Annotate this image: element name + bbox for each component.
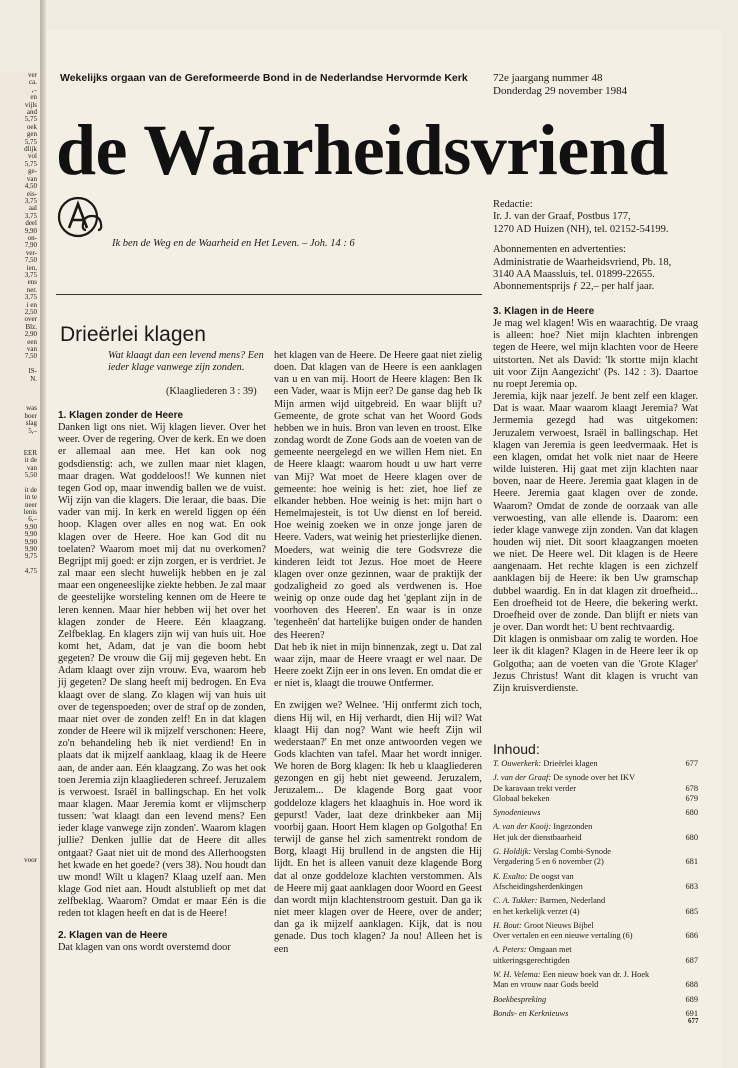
- strip-fragment: aal: [28, 204, 37, 213]
- strip-fragment: in te: [24, 493, 37, 502]
- strip-fragment: [0, 746, 40, 753]
- toc-page-number: 689: [685, 994, 698, 1004]
- toc-page-number: 678: [685, 783, 698, 793]
- strip-fragment: [0, 598, 40, 605]
- toc-entry[interactable]: [493, 808, 698, 818]
- strip-fragment: ens: [27, 278, 37, 287]
- issue-info: [493, 72, 627, 97]
- strip-fragment: boer: [24, 411, 37, 420]
- strip-fragment: [0, 813, 40, 820]
- column-2-text-b: En zwijgen we? Welnee. 'Hij ontfermt zich toch, diens Hij wil, en Hij verhardt, dien Hij wil? Wat klaagt Hij dan nog? Want wie heeft Zijn wil wederstaan?' En met onze antwoorden vegen we Gods klachten van tafel. Maar het wordt inniger. We horen de Borg klagen: Ik heb u klaagliederen gezongen en gij hebt niet geweend. Jeruzalem, Jeruzalem... De klagende Borg gaat voor goddeloze klagers het klaaghuis in. Hoe word ik gepurst! Vader, laat deze drinkbeker aan Mij voorbij gaan. Hoort Hem klagen op Golgotha! En terwijl de ganse hel zich samentrekt rondom de Borg, klaagt Hij brullend in de angsten die Hij lijdt. En het is alleen vanuit deze klagende Borg dat al onze goddeloze klachten verstommen. Als de Heere mij gaat aanklagen door Woord en Geest dan wordt mijn klachtenstroom gestuit. Dan ga ik niet meer klagen over de Heere, over de ander; dan ga ik mijzelf aanklagen. Kijk, dat is nou genade. Dus toch klagen? Ja nou! Alleen het is een: [274, 700, 482, 955]
- strip-fragment: [0, 687, 40, 694]
- strip-fragment: [0, 724, 40, 731]
- editorial-line: 1270 AD Huizen (NH), tel. 02152-54199.: [493, 223, 669, 235]
- strip-fragment: [0, 435, 40, 442]
- strip-fragment: vijls: [24, 100, 37, 109]
- strip-fragment: [0, 731, 40, 738]
- toc-page-number: 680: [685, 832, 698, 842]
- strip-fragment: 3,75: [24, 270, 37, 279]
- toc-line: [493, 773, 698, 783]
- strip-fragment: oek: [26, 122, 37, 131]
- strip-fragment: [0, 790, 40, 797]
- toc-line: [493, 794, 698, 804]
- toc-line-text: A. van der Kooij: Ingezonden: [493, 822, 593, 832]
- section-heading-3: 3. Klagen in de Heere: [493, 306, 595, 317]
- strip-fragment: [0, 627, 40, 634]
- strip-fragment: [0, 650, 40, 657]
- toc-line: [493, 896, 698, 906]
- strip-fragment: [0, 590, 40, 597]
- strip-fragment: [0, 672, 40, 679]
- editorial-line: Redactie:: [493, 199, 533, 210]
- toc-line: [493, 882, 698, 892]
- strip-fragment: [0, 635, 40, 642]
- strip-fragment: [0, 768, 40, 775]
- strip-fragment: 7,50: [24, 352, 37, 361]
- editorial-line: Ir. J. van der Graaf, Postbus 177,: [493, 211, 631, 223]
- toc-entry[interactable]: [493, 921, 698, 942]
- toc-line: [493, 970, 698, 980]
- strip-fragment: N.: [30, 374, 37, 383]
- article-column-1: [58, 410, 266, 954]
- header-divider: [56, 294, 482, 295]
- strip-fragment: van: [26, 174, 37, 183]
- strip-fragment: dlijk: [24, 145, 37, 154]
- strip-fragment: over: [24, 315, 37, 324]
- strip-fragment: 7,50: [24, 256, 37, 265]
- strip-fragment: [0, 753, 40, 760]
- column-2-text-a: het klagen van de Heere. De Heere gaat niet zielig doen. Dat klagen van de Heere is een aanklagen van u en van mij. Hoort de Heere klagen: Ben Ik een Vader, waar is Mijn eer? De ganse dag heb Ik Mijn armen wijd uitgebreid. En waar blijft u? Gemeente, de grote schat van het Woord Gods hebben we in huis. Bron van leven en troost. Elke zondag wordt de Zone Gods aan de voeten van de gemeente neergelegd en we willen Hem niet. En de Heere klaagt: waarom houdt u uw hart verre van Mij? Wat moet de Heere klagen over de gemeente: hoe weinig is het: ziet, hoe lief ze elkander hebben. Hoe weinig is het: mijn hart o Hemelmajesteit, is tot Uw dienst en lof bereid. Hoe weinig zoeken we in onze jonge jaren de Heere. Vaders, wat weinig het priesterlijke dienen. Moeders, wat weinig die tere Godsvreze die kinderen leidt tot Jezus. Hoe moet de Heere klagen over onze gezinnen, waar de praktijk der godzaligheid zo goed als verdwenen is. Hoe weinig op onze oude dag het 'geplant zijn in de voorhoven des Heeren'. En waar is in onze 'tegenheên' dat hartelijke buigen onder de handen des Heeren? Dat heb ik niet in mijn binnenzak, zegt u. Dat zal waar zijn, maar de Heere vraagt er wel naar. De Heere zoekt Zijn eer in ons leven. En omdat die er er niet is, klaagt die trouwe Ontfermer.: [274, 350, 482, 690]
- editorial-line: Abonnementen en advertenties:: [493, 244, 626, 256]
- contents-title: Inhoud:: [493, 741, 540, 757]
- toc-page-number: 681: [685, 857, 698, 867]
- tagline: Wekelijks orgaan van de Gereformeerde Bond in de Nederlandse Hervormde Kerk: [60, 72, 468, 84]
- strip-fragment: 3,75: [24, 211, 37, 220]
- issue-date: Donderdag 29 november 1984: [493, 84, 628, 97]
- page-number: 677: [688, 1017, 699, 1025]
- toc-line: [493, 1009, 698, 1019]
- strip-fragment: slag: [25, 419, 37, 428]
- table-of-contents: [493, 759, 698, 1023]
- toc-line-text: T. Ouwerkerk: Drieërlei klagen: [493, 759, 598, 768]
- toc-line-text: A. Peters: Omgaan met: [493, 945, 572, 955]
- toc-line-text: K. Exalto: De oogst van: [493, 871, 574, 881]
- toc-entry[interactable]: [493, 759, 698, 769]
- strip-fragment: [0, 702, 40, 709]
- toc-line: [493, 759, 698, 769]
- toc-page-number: 683: [685, 881, 698, 891]
- strip-fragment: 9,90: [24, 545, 37, 553]
- strip-fragment: ge-: [28, 167, 37, 176]
- strip-fragment: and: [26, 108, 37, 117]
- strip-fragment: was: [26, 404, 37, 413]
- column-1-tail: Dat klagen van ons wordt overstemd door: [58, 941, 231, 953]
- strip-fragment: deel: [25, 219, 37, 228]
- strip-fragment: [0, 642, 40, 649]
- strip-fragment: EER: [23, 448, 37, 457]
- strip-fragment: it de: [24, 485, 37, 494]
- strip-fragment: ver: [28, 72, 37, 79]
- strip-fragment: 9,90: [24, 537, 37, 546]
- toc-page-number: 686: [685, 931, 698, 941]
- toc-entry[interactable]: [493, 822, 698, 843]
- toc-line: [493, 872, 698, 882]
- toc-line: [493, 995, 698, 1005]
- strip-fragment: 5,–: [28, 426, 37, 435]
- toc-page-number: 687: [685, 955, 698, 965]
- strip-fragment: [0, 835, 40, 842]
- strip-fragment: ,–: [31, 85, 37, 94]
- toc-line: [493, 921, 698, 931]
- toc-line: [493, 980, 698, 990]
- toc-line: [493, 956, 698, 966]
- column-3-text: Je mag wel klagen! Wis en waarachtig. De vraag is alleen: hoe? Niet mijn klachten inbrengen tegen de Heere, wel mijn klachten voor de Heere uitstorten. Net als David: 'Ik stortte mijn klacht uit voor Zijn Aangezicht' (Ps. 142 : 3). Daartoe nu roept Jeremia op. Jeremia, kijk naar jezelf. Je bent zelf een klager. Dat is waar. Maar waarom klaagt Jeremia? Wat Jermemia gezegd had was uitgekomen: Jeruzalem verwoest, Israël in ballingschap. Het klagen van Jeremia is geen leedvermaak. Het is een klagen, omdat het volk niet naar de Heere wilde luisteren. Hij gaat met zijn klachten naar boven, naar de Heere. Jeremia gaat klagen in de Heere. Jeremia gaat klagen over de zonde. Waarom? Omdat de zonde de oorzaak van alle verwoesting, van alle ellende is. Daarom: een ieder klage vanwege zijn zonden. Van dat klagen houden wij niet. Dit soort klaagzangen moeten we niet. De Heere wel. Dit klagen is de Heere aangenaam. Het rechte klagen is een zichzelf aanklagen bij de Heere: ik ben Uw gramschap dubbel waardig. En in dat klagen zit droefheid... Een droefheid tot de Heere, die bekering werkt. Droefheid over de zonde. Dan blijft er niets van je over. Dan wordt het: U bent rechtvaardig. Dit klagen is onmisbaar om zalig te worden. Hoe leer ik dit klagen? Klagen in de Heere leer ik op Golgotha; aan de voeten van die 'Grote Klager' Jezus Christus! Want dit klagen is vrucht van Zijn kruisverdienste.: [493, 318, 698, 694]
- toc-page-number: 680: [685, 808, 698, 818]
- strip-fragment: [0, 776, 40, 783]
- toc-entry[interactable]: [493, 773, 698, 804]
- strip-fragment: 2,50: [24, 308, 37, 316]
- toc-page-number: 691: [685, 1008, 698, 1018]
- strip-fragment: 9,90: [24, 226, 37, 235]
- strip-fragment: [0, 613, 40, 620]
- strip-fragment: ca.: [29, 78, 37, 87]
- motto: Ik ben de Weg en de Waarheid en Het Leven. – Joh. 14 : 6: [112, 238, 355, 249]
- toc-entry[interactable]: [493, 995, 698, 1005]
- issue-number: 72e jaargang nummer 48: [493, 72, 603, 84]
- toc-line: [493, 784, 698, 794]
- article-column-3: [493, 306, 698, 695]
- strip-fragment: van: [26, 463, 37, 472]
- strip-fragment: voor: [24, 856, 37, 865]
- strip-fragment: [0, 805, 40, 812]
- strip-fragment: it de: [24, 456, 37, 465]
- strip-fragment: neer: [24, 500, 37, 509]
- article-title: Drieërlei klagen: [60, 323, 206, 346]
- toc-line: [493, 907, 698, 917]
- strip-fragment: [0, 827, 40, 834]
- strip-fragment: [0, 576, 40, 583]
- toc-line: [493, 857, 698, 867]
- strip-fragment: ner.: [26, 285, 37, 294]
- toc-line-text: Bonds- en Kerknieuws: [493, 1008, 569, 1018]
- strip-fragment: [0, 716, 40, 723]
- toc-line-text: uitkeringsgerechtigden: [493, 955, 570, 965]
- strip-fragment: [0, 390, 40, 397]
- strip-fragment: 9,90: [24, 522, 37, 531]
- toc-line: [493, 847, 698, 857]
- strip-fragment: 6,–: [28, 515, 37, 524]
- strip-fragment: [0, 583, 40, 590]
- editorial-line: Administratie de Waarheidsvriend, Pb. 18,: [493, 256, 672, 268]
- toc-page-number: 679: [685, 793, 698, 803]
- section-heading-1: 1. Klagen zonder de Heere: [58, 410, 184, 421]
- strip-fragment: en: [30, 93, 37, 102]
- strip-fragment: [0, 783, 40, 790]
- strip-fragment: [0, 665, 40, 672]
- toc-line: [493, 822, 698, 832]
- strip-fragment: 5,75: [24, 115, 37, 124]
- strip-fragment: gen: [26, 130, 37, 139]
- strip-fragment: Blz.: [25, 322, 37, 331]
- strip-fragment: van: [26, 345, 37, 354]
- strip-fragment: lenis: [23, 507, 37, 516]
- toc-line: [493, 833, 698, 843]
- toc-entry[interactable]: [493, 1009, 698, 1019]
- editorial-line: Abonnementsprijs ƒ 22,– per half jaar.: [493, 281, 655, 293]
- toc-line-text: en het kerkelijk verzet (4): [493, 906, 580, 916]
- strip-fragment: [0, 383, 40, 390]
- strip-fragment: [0, 842, 40, 849]
- alpha-omega-logo-icon: [56, 194, 106, 240]
- strip-fragment: 7,90: [24, 241, 37, 250]
- toc-line: [493, 931, 698, 941]
- toc-line-text: Man en vrouw naar Gods beeld: [493, 980, 599, 990]
- previous-page-strip: [0, 72, 41, 1068]
- strip-fragment: 4,50: [24, 182, 37, 191]
- strip-fragment: [0, 820, 40, 827]
- toc-line: [493, 945, 698, 955]
- toc-entry[interactable]: [493, 970, 698, 991]
- toc-line: [493, 808, 698, 818]
- toc-page-number: 677: [685, 759, 698, 768]
- strip-fragment: 5,75: [24, 137, 37, 146]
- editorial-line: 3140 AA Maassluis, tel. 01899-22655.: [493, 269, 655, 281]
- toc-page-number: 685: [685, 906, 698, 916]
- strip-fragment: [0, 620, 40, 627]
- strip-fragment: [0, 657, 40, 664]
- strip-fragment: IS-: [28, 367, 37, 376]
- toc-line-text: Boekbespreking: [493, 994, 547, 1004]
- toc-entry[interactable]: [493, 847, 698, 868]
- strip-fragment: vol: [28, 152, 37, 161]
- strip-fragment: 5,75: [24, 159, 37, 168]
- strip-fragment: 5,50: [24, 470, 37, 479]
- toc-line-text: J. van der Graaf: De synode over het IKV: [493, 773, 636, 783]
- strip-fragment: [0, 679, 40, 686]
- toc-entry[interactable]: [493, 896, 698, 917]
- strip-fragment: on-: [27, 233, 37, 242]
- strip-fragment: 9,90: [24, 530, 37, 539]
- strip-fragment: 2,90: [24, 330, 37, 339]
- article-column-2: [274, 350, 482, 956]
- editorial-line: [493, 236, 671, 244]
- strip-fragment: 3,75: [24, 196, 37, 205]
- toc-line-text: C. A. Tukker: Barmen, Nederland: [493, 896, 606, 906]
- toc-line-text: De karavaan trekt verder: [493, 783, 577, 793]
- toc-entry[interactable]: [493, 872, 698, 893]
- strip-fragment: 4,75: [24, 567, 37, 576]
- strip-fragment: 9,75: [24, 552, 37, 561]
- toc-entry[interactable]: [493, 945, 698, 966]
- strip-fragment: i en: [26, 300, 37, 309]
- toc-line-text: H. Bout: Groot Nieuws Bijbel: [493, 920, 594, 930]
- toc-line-text: Afscheidingsherdenkingen: [493, 881, 583, 891]
- masthead-title: de Waarheidsvriend: [56, 110, 668, 190]
- toc-line-text: Globaal bekeken: [493, 793, 550, 803]
- strip-fragment: [0, 798, 40, 805]
- editorial-info: [493, 199, 671, 294]
- toc-line-text: Het juk der dienstbaarheid: [493, 832, 582, 842]
- strip-fragment: [0, 605, 40, 612]
- toc-page-number: 688: [685, 980, 698, 990]
- strip-fragment: eis-: [26, 189, 37, 198]
- toc-line-text: Vergadering 5 en 6 november (2): [493, 857, 604, 867]
- toc-line-text: W. H. Velema: Een nieuw boek van dr. J. Hoek: [493, 970, 650, 980]
- toc-line-text: Synodenieuws: [493, 808, 541, 818]
- epigraph-quote: Wat klaagt dan een levend mens? Een ieder klage vanwege zijn zonden.: [108, 350, 264, 373]
- section-heading-2: 2. Klagen van de Heere: [58, 929, 168, 941]
- toc-line-text: Over vertalen en een nieuwe vertaling (6): [493, 931, 633, 941]
- epigraph-reference: (Klaagliederen 3 : 39): [166, 386, 257, 397]
- strip-fragment: 3,75: [24, 293, 37, 302]
- strip-fragment: [0, 694, 40, 701]
- strip-fragment: [0, 761, 40, 768]
- strip-fragment: ver-: [25, 248, 37, 257]
- toc-line-text: G. Holdijk: Verslag Combi-Synode: [493, 847, 612, 857]
- strip-fragment: [0, 709, 40, 716]
- column-1-text: Danken ligt ons niet. Wij klagen liever. Over het weer. Over de regering. Over de kerk. En we doen er allemaal aan mee. Het kan ook nog godsdienstig: ach, we zullen maar niet klagen, maar dragen. Wat goddeloos!! We kunnen niet tegen God op, maar inwendig ballen we de vuist. Wij zijn van die klagers. Die leraar, die baas. Die vader van mij. In kerk en wereld liggen op één hoop. Klagen over alles en nog wat. En ook klagen over de Heere. Hoe kan God dit nu toelaten? Waarom moet mij dat nu overkomen? Begrijpt mij goed: er zijn zorgen, er is verdriet. Je zal maar een slecht huwelijk hebben en je zal maar een ongeneeslijke ziekte hebben. Je zal maar de geestelijke worsteling kennen om de Heere te leren kennen. Maar hier hebben wij het over het klagen zonder de Heere. Eén klaagzang. Zelfbeklag. En klagers zijn wij van huis uit. Hoe komt het, Adam, dat je van die boom hebt gegeten? De vrouw die Gij mij gegeven hebt. En Adam klaagt over zijn vrouw. Eva, waarom heb jij gegeten? De slang heeft mij bedrogen. En Eva klaagt over de slang. Zo klagen wij van huis uit over de tegenspoeden; over de straf op de zonden, maar niet over de zonden zelf! En in dat klagen zonder de Heere wil ik mijzelf verschonen: Heere, zo'n behandeling heb ik niet verdiend! En in plaats dat ik mijzelf aanklaag, klaag ik de Heere aan, de ander aan. Eén klaagzang. Zo was het ook toen Jeremia zijn klaagliederen schreef. Jeruzalem is verwoest. Israël in ballingschap. En het volk maar klagen. Maar Jeremia komt er vlijmscherp tussen: 'wat klaagt dan een levend mens? Een ieder klage vanwege zijn zonden'. Waarom klagen jullie? Denken jullie dat de Heere dit alles ontgaat? Gaat niet uit de mond des Allerhoogsten het kwade en het goede? (vers 38). Nou houdt dan uw mond! Wilt u klagen? Klaag uzelf aan. Men klage God niet aan. Houdt alstublieft op met dat zelfbeklag. Waarom? Omdat er maar Eén is die reden tot klagen heeft en dat is de Heere!: [58, 422, 266, 920]
- strip-fragment: een: [27, 337, 37, 346]
- strip-fragment: ien,: [26, 263, 37, 272]
- strip-fragment: [0, 739, 40, 746]
